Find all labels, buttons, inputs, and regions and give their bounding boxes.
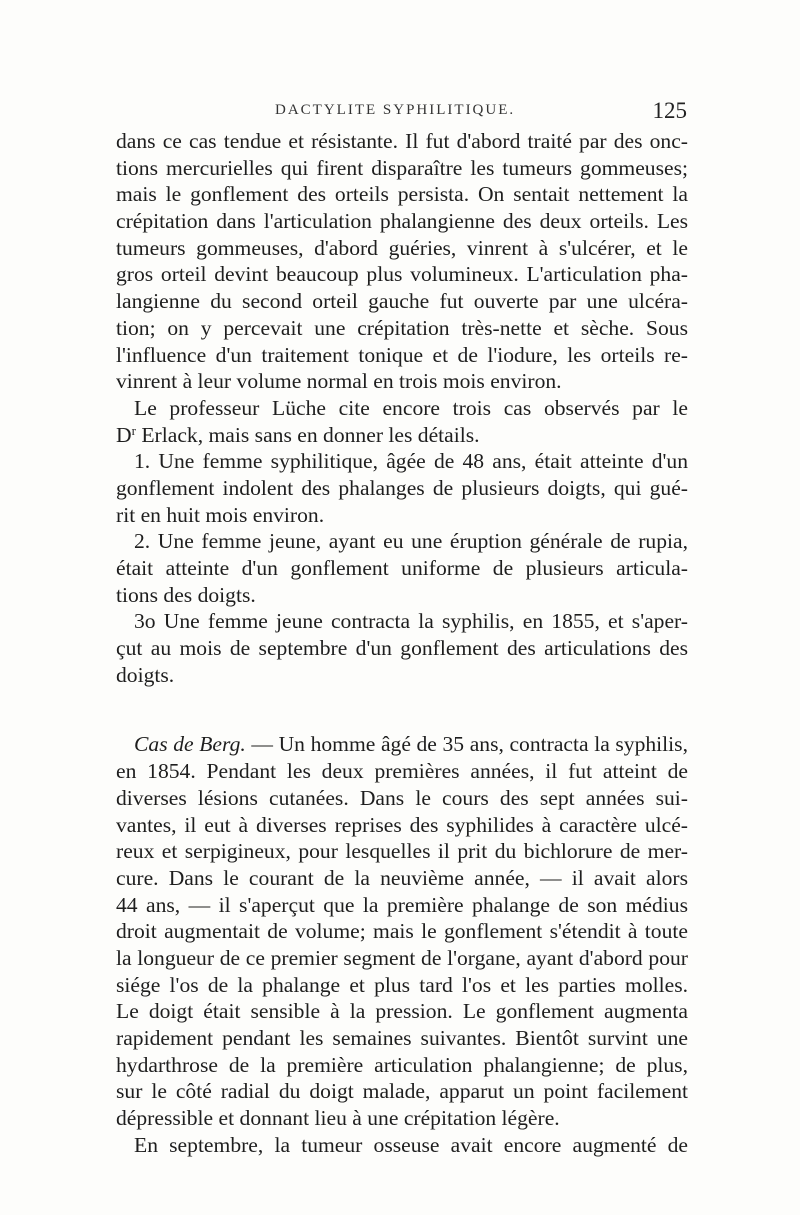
text-line: En septembre, la tumeur osseuse avait encore augmenté de bbox=[134, 1132, 688, 1157]
case-3 bbox=[116, 608, 688, 688]
text-line: doigts. bbox=[116, 662, 175, 687]
text-line: était atteinte d'un gonflement uniforme de plusieurs articula- bbox=[116, 556, 688, 580]
body-text bbox=[116, 128, 688, 1158]
text-line: la longueur de ce premier segment de l'organe, ayant d'abord pour bbox=[116, 945, 688, 970]
text-line: l'influence d'un traitement tonique et de l'iodure, les orteils re- bbox=[116, 342, 688, 367]
text-line: vantes, il eut à diverses reprises des syphilides à caractère ulcé- bbox=[116, 812, 688, 837]
text-line: 3o Une femme jeune contracta la syphilis, en 1855, et s'aper- bbox=[134, 609, 688, 634]
text-line: mais le gonflement des orteils persista. On sentait nettement la bbox=[116, 182, 688, 207]
page-header bbox=[115, 98, 687, 126]
text-line: tumeurs gommeuses, d'abord guéries, vinrent à s'ulcérer, et le bbox=[116, 235, 688, 260]
text-line: droit augmentait de volume; mais le gonflement s'étendit à toute bbox=[116, 919, 688, 944]
text-line: rapidement pendant les semaines suivantes. Bientôt survint une bbox=[116, 1026, 688, 1050]
doctor-abbrev-sup: r bbox=[131, 422, 136, 438]
text-line-rest: — Un homme âgé de 35 ans, contracta la syphilis, bbox=[245, 732, 688, 757]
text-line: tions des doigts. bbox=[116, 582, 256, 607]
text-line: cure. Dans le courant de la neuvième année, — il avait alors bbox=[116, 865, 688, 890]
text-line: en 1854. Pendant les deux premières années, il fut atteint de bbox=[116, 759, 688, 784]
text-line: sur le côté radial du doigt malade, apparut un point facilement bbox=[116, 1079, 688, 1104]
paragraph-continued bbox=[116, 128, 688, 395]
text-line: tions mercurielles qui firent disparaître les tumeurs gommeuses; bbox=[116, 155, 688, 180]
text-line bbox=[116, 422, 688, 449]
paragraph-erlack bbox=[116, 395, 688, 448]
text-line: gros orteil devint beaucoup plus volumineux. L'articulation pha- bbox=[116, 262, 688, 287]
text-line: crépitation dans l'articulation phalangienne des deux orteils. Les bbox=[116, 209, 688, 234]
text-line: Le professeur Lüche cite encore trois cas observés par le bbox=[134, 395, 688, 420]
case-label: Cas de Berg. bbox=[134, 732, 246, 757]
page-number: 125 bbox=[652, 98, 687, 123]
doctor-abbrev: D bbox=[116, 422, 132, 447]
text-line-rest: Erlack, mais sans en donner les détails. bbox=[135, 422, 480, 447]
case-1 bbox=[116, 448, 688, 528]
text-line bbox=[116, 731, 688, 758]
text-line: langienne du second orteil gauche fut ouverte par une ulcéra- bbox=[116, 289, 688, 314]
text-line: diverses lésions cutanées. Dans le cours des sept années sui- bbox=[116, 785, 688, 810]
berg-case bbox=[116, 731, 688, 1158]
section-gap bbox=[116, 688, 688, 731]
case-2 bbox=[116, 528, 688, 608]
text-line: Le doigt était sensible à la pression. Le gonflement augmenta bbox=[116, 999, 688, 1024]
text-line: 1. Une femme syphilitique, âgée de 48 ans, était atteinte d'un bbox=[134, 449, 688, 474]
text-line: tion; on y percevait une crépitation très-nette et sèche. Sous bbox=[116, 315, 688, 340]
text-line: reux et serpigineux, pour lesquelles il prit du bichlorure de mer- bbox=[116, 839, 688, 864]
text-line: vinrent à leur volume normal en trois mois environ. bbox=[116, 369, 562, 394]
text-line: dans ce cas tendue et résistante. Il fut d'abord traité par des onc- bbox=[116, 129, 688, 153]
text-line: 44 ans, — il s'aperçut que la première phalange de son médius bbox=[116, 892, 688, 917]
text-line: hydarthrose de la première articulation phalangienne; de plus, bbox=[116, 1052, 688, 1077]
text-line: siége l'os de la phalange et plus tard l'os et les parties molles. bbox=[116, 972, 688, 997]
running-head: DACTYLITE SYPHILITIQUE. bbox=[275, 102, 516, 118]
text-line: 2. Une femme jeune, ayant eu une éruption générale de rupia, bbox=[134, 529, 688, 554]
text-line: rit en huit mois environ. bbox=[116, 502, 325, 527]
text-line: dépressible et donnant lieu à une crépitation légère. bbox=[116, 1106, 560, 1131]
text-line: çut au mois de septembre d'un gonflement des articulations des bbox=[116, 636, 688, 661]
text-line: gonflement indolent des phalanges de plusieurs doigts, qui gué- bbox=[116, 475, 688, 500]
